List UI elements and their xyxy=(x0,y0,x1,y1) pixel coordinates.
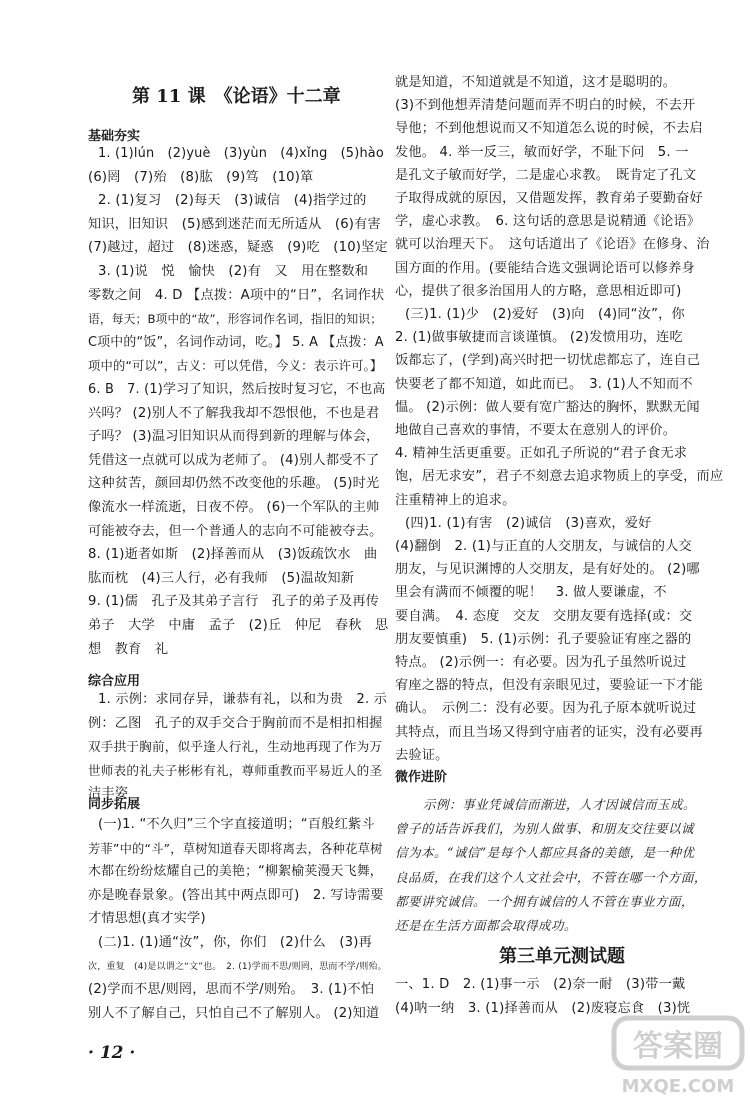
text-line: 子吗？ (3)温习旧知识从而得到新的理解与体会， xyxy=(88,429,380,445)
text-line: 可能被夺去，但一个普通人的志向不可能被夺去。 xyxy=(88,523,383,539)
text-line: 知识，旧知识 (5)感到迷茫而无所适从 (6)有害 xyxy=(88,216,381,232)
watermark-logo xyxy=(608,1012,748,1098)
text-line: 兴吗？ (2)别人不了解我我却不怨恨他，不也是君 xyxy=(88,405,380,421)
text-line: 学，虚心求教。 6. 这句话的意思是说精通《论语》 xyxy=(395,214,701,230)
text-line: 朋友要慎重) 5. (1)示例：孔子要验证宥座之器的 xyxy=(395,631,692,647)
text-line: 8. (1)逝者如斯 (2)择善而从 (3)饭疏饮水 曲 xyxy=(88,547,378,563)
text-line: 地做自己喜欢的事情，不要太在意别人的评价。 xyxy=(395,423,677,438)
text-line: 肱而枕 (4)三人行，必有我师 (5)温故知新 xyxy=(88,570,355,586)
unit-test-title: 第三单元测试题 xyxy=(499,946,625,967)
text-line: 信为本。“诚信”是每个人都应具备的美德，是一种优 xyxy=(395,845,695,861)
text-line: 双手拱于胸前，似乎逢人行礼，生动地再现了作为万 xyxy=(88,739,383,755)
text-line: 1. 示例：求同存异，谦恭有礼，以和为贵 2. 示 xyxy=(98,692,388,707)
text-line: 木都在纷纷炫耀自己的美艳；“柳絮榆荚漫天飞舞， xyxy=(88,864,383,880)
text-line: (7)越过，超过 (8)迷惑，疑惑 (9)吃 (10)坚定 xyxy=(88,240,388,256)
text-line: 亦是晚春景象。(答出其中两点即可) 2. 写诗需要 xyxy=(88,887,384,903)
text-line: 饭都忘了，(学到)高兴时把一切忧虑都忘了，连自己 xyxy=(395,353,701,369)
text-line: 其特点，而且当场又得到守庙者的证实，没有必要再 xyxy=(395,724,703,740)
text-line: 宥座之器的特点，但没有亲眼见过，要验证一下才能 xyxy=(395,678,703,694)
text-line: (二)1. (1)通“汝”，你，你们 (2)什么 (3)再 xyxy=(98,935,373,950)
text-line: 愠。 (2)示例：做人要有宽广豁达的胸怀，默默无闻 xyxy=(395,399,700,415)
text-line: 例：乙图 孔子的双手交合于胸前而不是相扣相握 xyxy=(88,715,383,731)
text-line: 次，重复 (4)是以谓之“文”也。 2. (1)学而不思/则罔，思而不学/则殆。 xyxy=(88,961,387,972)
watermark-text-main: 答案圈 xyxy=(633,1029,723,1064)
text-line: 世师表的礼夫子彬彬有礼，尊师重教而平易近人的圣 xyxy=(88,762,383,778)
text-line: (2)学而不思/则罔，思而不学/则殆。 3. (1)不怕 xyxy=(88,982,375,998)
text-line: (4)翻倒 2. (1)与正直的人交朋友，与诚信的人交 xyxy=(395,539,692,554)
text-line: 弟子 大学 中庸 孟子 (2)丘 仲尼 春秋 思 xyxy=(88,618,389,633)
text-line: 是孔文子敏而好学，二是虚心求教。 既肯定了孔文 xyxy=(395,167,697,183)
text-line: 4. 精神生活更重要。正如孔子所说的“君子食无求 xyxy=(395,446,688,462)
text-line: C项中的“饭”，名词作动词，吃。】 5. A 【点拨：A xyxy=(88,334,384,350)
text-line: 才情思想(真才实学) xyxy=(88,911,206,927)
text-line: 2. (1)复习 (2)每天 (3)诚信 (4)指学过的 xyxy=(98,193,367,209)
text-line: (四)1. (1)有害 (2)诚信 (3)喜欢，爱好 xyxy=(405,515,652,531)
text-line: 1. (1)lún (2)yuè (3)yùn (4)xǐng (5)hào xyxy=(98,146,384,161)
text-line: 2. (1)做事敏捷而言谈谨慎。 (2)发愤用功，连吃 xyxy=(395,330,683,346)
text-line: (一)1. “不久归”三个字直接道明；“百般红紫斗 xyxy=(98,817,375,832)
text-line: 特点。 (2)示例一：有必要。因为孔子虽然听说过 xyxy=(395,655,687,670)
text-line: 示例：事业凭诚信而渐进，人才因诚信而玉成。 xyxy=(423,797,696,812)
text-line: 要自满。 4. 态度 交友 交朋友要有选择(或：交 xyxy=(395,608,693,624)
section-advanced: 微作进阶 xyxy=(395,770,448,785)
text-line: 想 教育 礼 xyxy=(88,641,169,657)
text-line: 洁丰姿 xyxy=(88,786,129,802)
text-line: 别人不了解自己，只怕自己不了解别人。 (2)知道 xyxy=(88,1005,380,1021)
lesson-title: 第 11 课 《论语》十二章 xyxy=(132,86,341,107)
text-line: 国方面的作用。(要能结合选文强调论语可以修养身 xyxy=(395,260,695,276)
text-line: 就是知道，不知道就是不知道，这才是聪明的。 xyxy=(395,75,677,90)
text-line: 项中的“可以”，古义：可以凭借，今义：表示许可。】 xyxy=(88,359,383,374)
text-line: 确认。 示例二：没有必要。因为孔子原本就听说过 xyxy=(395,701,697,717)
text-line: 这种贫苦，颜回却仍然不改变他的乐趣。 (5)时光 xyxy=(88,476,380,492)
text-line: 良品质，在我们这个人文社会中，不管在哪一个方面， xyxy=(395,869,707,885)
text-line: 凭借这一点就可以成为老师了。 (4)别人都受不了 xyxy=(88,452,380,468)
text-line: 心，提供了很多治国用人的方略，意思相近即可) xyxy=(395,283,682,299)
text-line: 里会有满而不倾覆的呢！ 3. 做人要谦虚，不 xyxy=(395,585,667,601)
text-line: 快要老了都不知道，如此而已。 3. (1)人不知而不 xyxy=(395,376,693,392)
section-extension: 同步拓展 xyxy=(88,797,141,812)
text-line: 饱，居无求安”，君子不刻意去追求物质上的享受，而应 xyxy=(395,469,724,485)
text-line: 像流水一样流逝，日夜不停。 (6)一个军队的主帅 xyxy=(88,500,380,515)
text-line: (三)1. (1)少 (2)爱好 (3)向 (4)同“汝”，你 xyxy=(405,307,685,322)
text-line: (3)不到他想弄清楚问题而弄不明白的时候，不去开 xyxy=(395,98,696,114)
text-line: 语，每天；B项中的“故”，形容词作名词，指旧的知识； xyxy=(88,312,383,327)
text-line: 子取得成就的原因，又借题发挥，教育弟子要勤奋好 xyxy=(395,191,703,206)
text-line: 还是在生活方面都会取得成功。 xyxy=(395,918,577,933)
text-line: 零数之间 4. D 【点拨：A项中的“日”，名词作状 xyxy=(88,287,385,303)
text-line: 去验证。 xyxy=(395,747,449,763)
text-line: (4)呐一纳 3. (1)择善而从 (2)废寝忘食 (3)恍 xyxy=(395,1000,691,1016)
watermark-text-url: MXQE.COM xyxy=(621,1076,735,1097)
page-number: · 12 · xyxy=(88,1043,136,1063)
section-comprehensive: 综合应用 xyxy=(88,674,141,689)
text-line: 导他；不到他想说而又不知道怎么说的时候，不去启 xyxy=(395,121,703,137)
text-line: (6)罔 (7)殆 (8)肱 (9)笃 (10)箪 xyxy=(88,169,314,185)
text-line: 就可以治理天下。 这句话道出了《论语》在修身、治 xyxy=(395,237,710,253)
text-line: 3. (1)说 悦 愉快 (2)有 又 用在整数和 xyxy=(98,264,369,279)
text-line: 曾子的话告诉我们，为别人做事、和朋友交往要以诚 xyxy=(395,821,694,837)
section-basic: 基础夯实 xyxy=(88,129,141,144)
text-line: 朋友，与见识渊博的人交朋友，是有好处的。 (2)哪 xyxy=(395,562,700,578)
text-line: 注重精神上的追求。 xyxy=(395,492,516,508)
text-line: 发他。 4. 举一反三，敏而好学，不耻下问 5. 一 xyxy=(395,144,689,160)
text-line: 都要讲究诚信。一个拥有诚信的人不管在事业方面， xyxy=(395,893,694,909)
text-line: 芳菲”中的“斗”，草树知道春天即将离去，各种花草树 xyxy=(88,841,383,856)
text-line: 6. B 7. (1)学习了知识，然后按时复习它，不也高 xyxy=(88,382,386,397)
text-line: 9. (1)儒 孔子及其弟子言行 孔子的弟子及再传 xyxy=(88,594,380,610)
text-line: 一、1. D 2. (1)事一示 (2)奈一耐 (3)带一戴 xyxy=(395,977,686,992)
